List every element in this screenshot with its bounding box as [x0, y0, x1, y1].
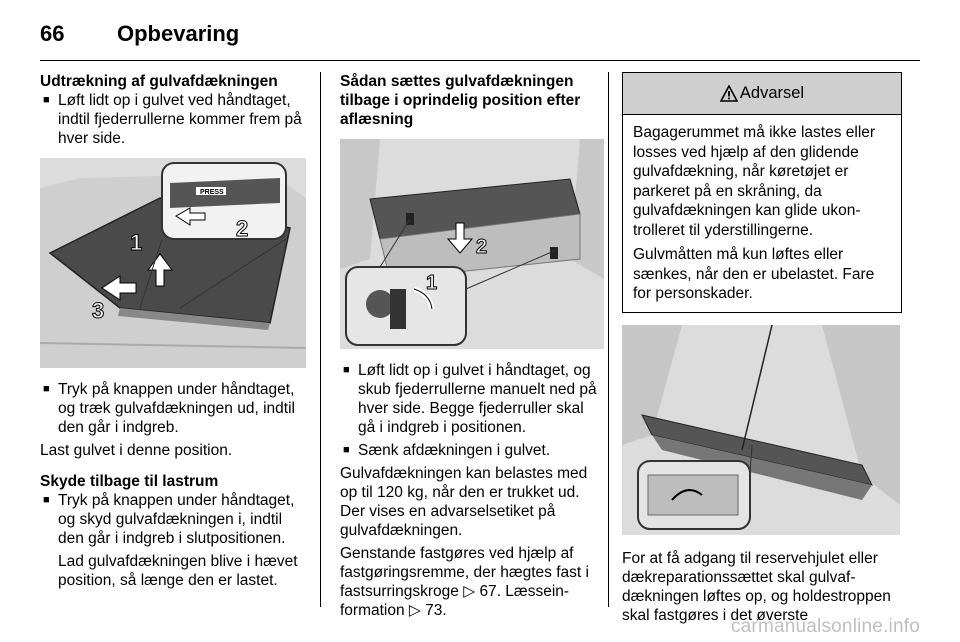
- list-item: ■ Tryk på knappen under håndtaget, og skyd gulvafdækningen i, indtil den går i indgreb i slutpositionen.: [40, 491, 306, 548]
- watermark: carmanualsonline.info: [730, 616, 920, 637]
- trunk-floor-drawing: [40, 158, 306, 368]
- trunk-rollers-drawing: [340, 139, 604, 349]
- trunk-floor-illustration: [40, 158, 306, 368]
- section-heading: Udtrækning af gulvafdækningen: [40, 73, 278, 90]
- column-right: [622, 72, 902, 625]
- trunk-rollers-illustration: [340, 139, 604, 349]
- warning-title: Advarsel: [739, 84, 805, 102]
- figure-label-2: 2: [236, 216, 249, 241]
- list-item: ■ Tryk på knappen under håndtaget, og træk gulvafdækningen ud, indtil den går i indgreb.: [40, 380, 306, 437]
- figure-label-2: 2: [476, 236, 488, 258]
- section-heading: Skyde tilbage til lastrum: [40, 473, 219, 490]
- page-title: Opbevaring: [117, 21, 240, 46]
- figure-label-1: 1: [426, 272, 438, 294]
- page-number: 66: [40, 21, 65, 46]
- paragraph: Gulvafdækningen kan belastes med op til 120 kg, når den er trukket ud. Der vises en advarselsetiket på gulvafdækningen.: [340, 465, 588, 539]
- figure-label-1: 1: [130, 230, 143, 255]
- paragraph: Genstande fastgøres ved hjælp af fastgøringsremme, der hægtes fast i fastsurringskroge ▷ 67. Læsseinformation ▷ 73.: [340, 545, 589, 619]
- warning-body: [623, 115, 901, 312]
- section-heading: Sådan sættes gulvafdækningen tilbage i oprindelig position efter aflæsning: [340, 73, 581, 128]
- reference-arrow-icon: ▷: [463, 583, 476, 600]
- header-divider: [40, 60, 920, 61]
- column-left: [40, 72, 306, 590]
- figure-label-3: 3: [92, 298, 105, 323]
- page-reference-link[interactable]: 67: [479, 583, 497, 600]
- list-item: ■ Sænk afdækningen i gulvet.: [340, 441, 604, 460]
- raised-floor-strap-drawing: [622, 325, 900, 535]
- warning-triangle-icon: [720, 85, 738, 102]
- warning-header: [623, 73, 901, 115]
- reference-arrow-icon: ▷: [408, 602, 421, 619]
- warning-paragraph: Bagagerummet må ikke lastes eller losses ved hjælp af den glidende gulvafdækning, når køretøjet er parkeret på en skråning, da gulvafdækningen kan glide ukontrolleret til yderstillingerne.: [633, 124, 876, 239]
- page-header: [40, 14, 239, 54]
- warning-paragraph: Gulvmåtten må kun løftes eller sænkes, når den er ubelastet. Fare for personskader.: [633, 246, 875, 302]
- warning-box: [622, 72, 902, 313]
- paragraph: For at få adgang til reservehjulet eller dækreparationssættet skal gulvafdækningen løftes op, og holdestroppen skal fastgøres i det øverste: [622, 549, 891, 624]
- page-reference-link[interactable]: 73: [425, 602, 443, 619]
- paragraph: Last gulvet i denne position.: [40, 442, 233, 459]
- column-middle: [340, 72, 604, 620]
- list-item-continuation: Lad gulvafdækningen blive i hævet position, så længe den er lastet.: [58, 553, 298, 589]
- list-item: ■ Løft lidt op i gulvet i håndtaget, og skub fjederrullerne manuelt ned på hver side. Begge fjederruller skal gå i indgreb i positionen.: [340, 361, 604, 437]
- press-sticker-label: PRESS: [200, 189, 224, 196]
- column-divider: [608, 72, 609, 607]
- column-divider: [320, 72, 321, 607]
- raised-floor-strap-illustration: [622, 325, 900, 535]
- list-item: ■ Løft lidt op i gulvet ved håndtaget, indtil fjederrullerne kommer frem på hver side.: [40, 91, 306, 148]
